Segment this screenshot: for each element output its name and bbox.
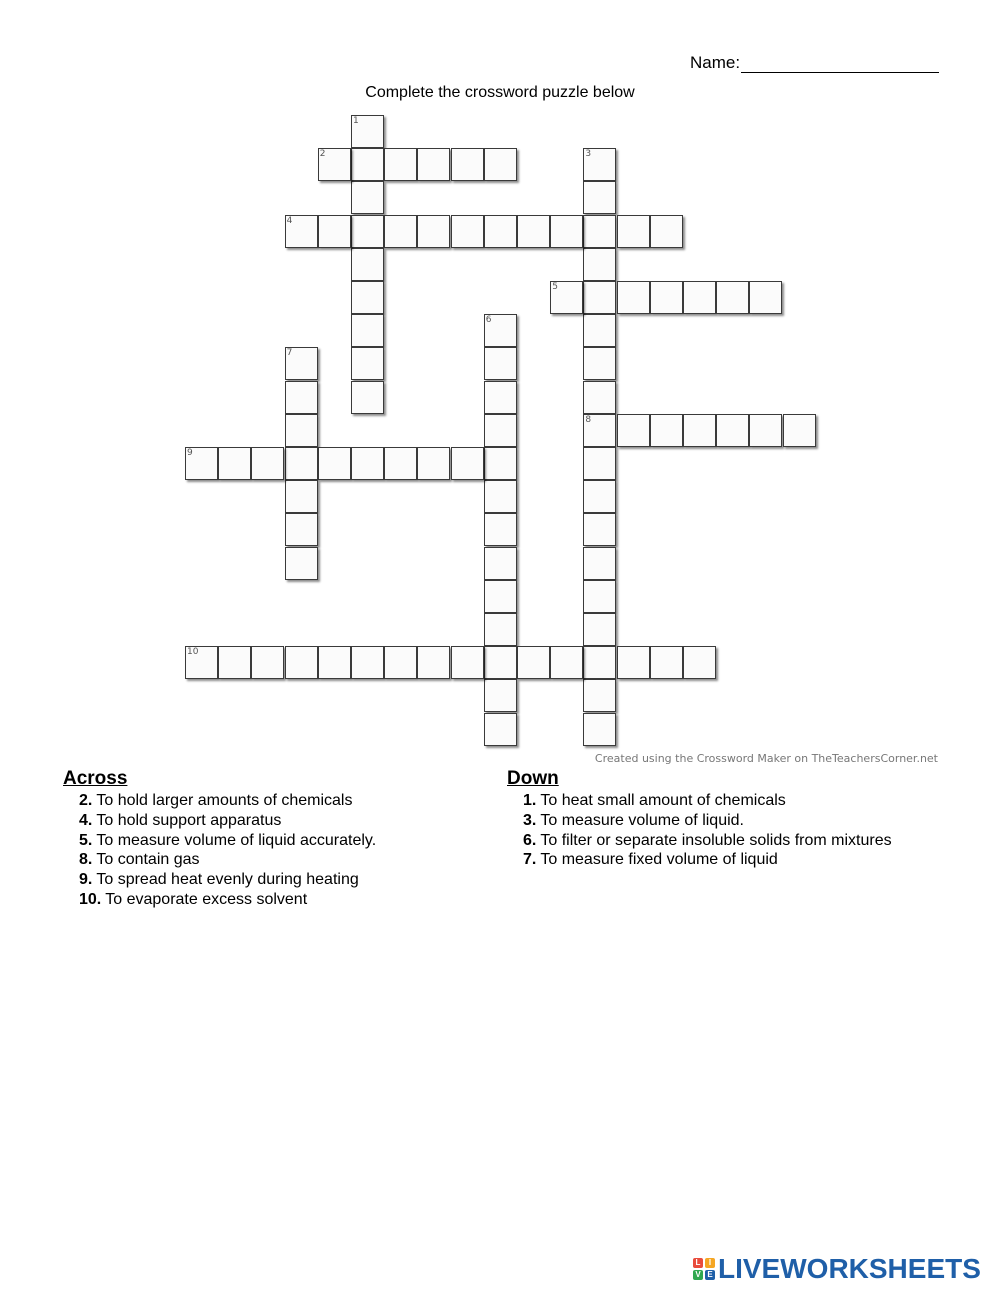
crossword-cell[interactable] (285, 547, 318, 580)
clue-number-label: 7 (286, 348, 293, 359)
across-clue (79, 791, 376, 811)
crossword-cell[interactable] (285, 414, 318, 447)
crossword-cell[interactable] (617, 281, 650, 314)
crossword-cell[interactable] (351, 381, 384, 414)
crossword-cell[interactable] (318, 646, 351, 679)
crossword-cell[interactable] (318, 447, 351, 480)
crossword-cell[interactable] (583, 679, 616, 712)
crossword-cell[interactable] (550, 646, 583, 679)
crossword-cell[interactable] (484, 646, 517, 679)
clue-number: 8. (79, 851, 93, 869)
crossword-cell[interactable] (484, 148, 517, 181)
crossword-cell[interactable] (484, 513, 517, 546)
down-heading: Down (507, 768, 559, 789)
crossword-cell[interactable] (285, 646, 318, 679)
clue-number: 1. (523, 792, 537, 809)
logo-text: LIVEWORKSHEETS (718, 1253, 981, 1284)
clue-number: 3. (523, 811, 537, 829)
crossword-cell[interactable] (484, 215, 517, 248)
crossword-cell[interactable] (484, 447, 517, 480)
crossword-cell[interactable] (583, 713, 616, 746)
crossword-cell[interactable] (484, 381, 517, 414)
logo-mark-tile: L (693, 1258, 703, 1268)
crossword-cell[interactable] (617, 414, 650, 447)
clue-text: To heat small amount of chemicals (540, 792, 786, 809)
clue-number: 6. (523, 831, 537, 849)
crossword-cell[interactable] (517, 215, 550, 248)
clue-text: To hold larger amounts of chemicals (96, 792, 353, 809)
instructions: Complete the crossword puzzle below (365, 84, 635, 101)
crossword-cell[interactable] (583, 513, 616, 546)
crossword-cell[interactable] (484, 580, 517, 613)
crossword-cell[interactable] (583, 248, 616, 281)
clue-number-label: 5 (552, 282, 558, 292)
liveworksheets-logo-icon (693, 1258, 715, 1280)
credit-text: Created using the Crossword Maker on TheTeachersCorner.net (594, 752, 938, 765)
crossword-cell[interactable] (650, 281, 683, 314)
clue-number: 5. (79, 831, 93, 849)
logo-mark-tile: V (693, 1270, 703, 1280)
crossword-cell[interactable] (351, 646, 384, 679)
crossword-cell[interactable] (218, 447, 251, 480)
liveworksheets-logo (693, 1254, 981, 1284)
crossword-cell[interactable] (484, 547, 517, 580)
clue-text: To hold support apparatus (96, 811, 282, 829)
crossword-cell[interactable] (417, 148, 450, 181)
across-heading: Across (63, 768, 128, 789)
crossword-cell[interactable] (484, 613, 517, 646)
clue-text: To measure volume of liquid. (540, 811, 744, 829)
crossword-cell[interactable] (384, 148, 417, 181)
crossword-cell[interactable] (285, 447, 318, 480)
crossword-cell[interactable] (650, 215, 683, 248)
crossword-cell[interactable] (650, 646, 683, 679)
across-clue (79, 811, 376, 831)
clue-number: 10. (79, 890, 102, 908)
clue-text: To measure fixed volume of liquid (540, 851, 778, 869)
crossword-cell[interactable] (417, 646, 450, 679)
crossword-cell[interactable] (617, 646, 650, 679)
crossword-cell[interactable] (583, 215, 616, 248)
crossword-cell[interactable] (351, 447, 384, 480)
clue-number-label: 9 (187, 448, 193, 458)
clue-number: 7. (523, 851, 537, 869)
crossword-cell[interactable] (351, 148, 384, 181)
crossword-cell[interactable] (351, 314, 384, 347)
crossword-cell[interactable] (384, 646, 417, 679)
clue-number-label: 3 (585, 149, 592, 160)
crossword-cell[interactable] (749, 281, 782, 314)
crossword-cell[interactable] (683, 414, 716, 447)
crossword-cell[interactable] (650, 414, 683, 447)
clue-number: 9. (79, 871, 93, 889)
crossword-cell[interactable] (218, 646, 251, 679)
crossword-cell[interactable] (285, 480, 318, 513)
crossword-cell[interactable] (351, 215, 384, 248)
crossword-cell[interactable] (550, 215, 583, 248)
crossword-cell[interactable] (716, 414, 749, 447)
clue-number-label: 4 (286, 215, 293, 226)
clue-number-label: 1 (353, 116, 359, 126)
crossword-cell[interactable] (484, 713, 517, 746)
crossword-cell[interactable] (351, 281, 384, 314)
crossword-cell[interactable] (351, 248, 384, 281)
across-clue (79, 850, 376, 870)
crossword-cell[interactable] (583, 646, 616, 679)
crossword-cell[interactable] (251, 646, 284, 679)
clue-number-label: 2 (319, 149, 326, 160)
logo-mark-tile: I (705, 1258, 715, 1268)
down-clues (507, 768, 892, 870)
crossword-cell[interactable] (451, 447, 484, 480)
down-clue (523, 791, 892, 811)
crossword-cell[interactable] (583, 480, 616, 513)
clue-number-label: 8 (585, 414, 592, 425)
across-clue (79, 831, 376, 851)
crossword-cell[interactable] (583, 547, 616, 580)
crossword-cell[interactable] (617, 215, 650, 248)
clue-text: To measure volume of liquid accurately. (96, 831, 377, 849)
crossword-cell[interactable] (451, 646, 484, 679)
crossword-cell[interactable] (783, 414, 816, 447)
across-clue-list (63, 791, 376, 910)
clue-number: 2. (79, 792, 93, 809)
across-clue (79, 890, 376, 910)
crossword-cell[interactable] (484, 480, 517, 513)
down-clue (523, 811, 892, 831)
crossword-cell[interactable] (583, 281, 616, 314)
clue-number-label: 10 (187, 647, 199, 658)
crossword-cell[interactable] (384, 215, 417, 248)
crossword-cell[interactable] (285, 381, 318, 414)
name-label: Name: (690, 53, 741, 72)
crossword-cell[interactable] (417, 447, 450, 480)
crossword-cell[interactable] (451, 148, 484, 181)
clue-text: To evaporate excess solvent (105, 890, 308, 908)
clue-number-label: 6 (485, 315, 492, 326)
crossword-cell[interactable] (417, 215, 450, 248)
crossword-cell[interactable] (351, 347, 384, 380)
clue-text: To filter or separate insoluble solids from mixtures (540, 831, 892, 849)
clue-text: To spread heat evenly during heating (96, 871, 359, 889)
crossword-cell[interactable] (583, 580, 616, 613)
crossword-cell[interactable] (583, 613, 616, 646)
crossword-cell[interactable] (484, 679, 517, 712)
down-clue (523, 831, 892, 851)
crossword-cell[interactable] (683, 281, 716, 314)
clue-number: 4. (79, 811, 93, 829)
down-clue (523, 850, 892, 870)
crossword-cell[interactable] (285, 513, 318, 546)
crossword-cell[interactable] (251, 447, 284, 480)
crossword-cell[interactable] (749, 414, 782, 447)
crossword-cell[interactable] (716, 281, 749, 314)
crossword-cell[interactable] (484, 414, 517, 447)
across-clue (79, 870, 376, 890)
crossword-cell[interactable] (451, 215, 484, 248)
crossword-cell[interactable] (318, 215, 351, 248)
crossword-cell[interactable] (583, 347, 616, 380)
logo-mark-tile: E (705, 1270, 715, 1280)
down-clue-list (507, 791, 892, 870)
crossword-cell[interactable] (484, 347, 517, 380)
crossword-cell[interactable] (384, 447, 417, 480)
crossword-cell[interactable] (583, 181, 616, 214)
crossword-cell[interactable] (583, 314, 616, 347)
crossword-cell[interactable] (583, 447, 616, 480)
crossword-cell[interactable] (583, 381, 616, 414)
crossword-cell[interactable] (517, 646, 550, 679)
clue-text: To contain gas (96, 851, 200, 869)
crossword-cell[interactable] (683, 646, 716, 679)
crossword-cell[interactable] (351, 181, 384, 214)
across-clues (63, 768, 376, 910)
